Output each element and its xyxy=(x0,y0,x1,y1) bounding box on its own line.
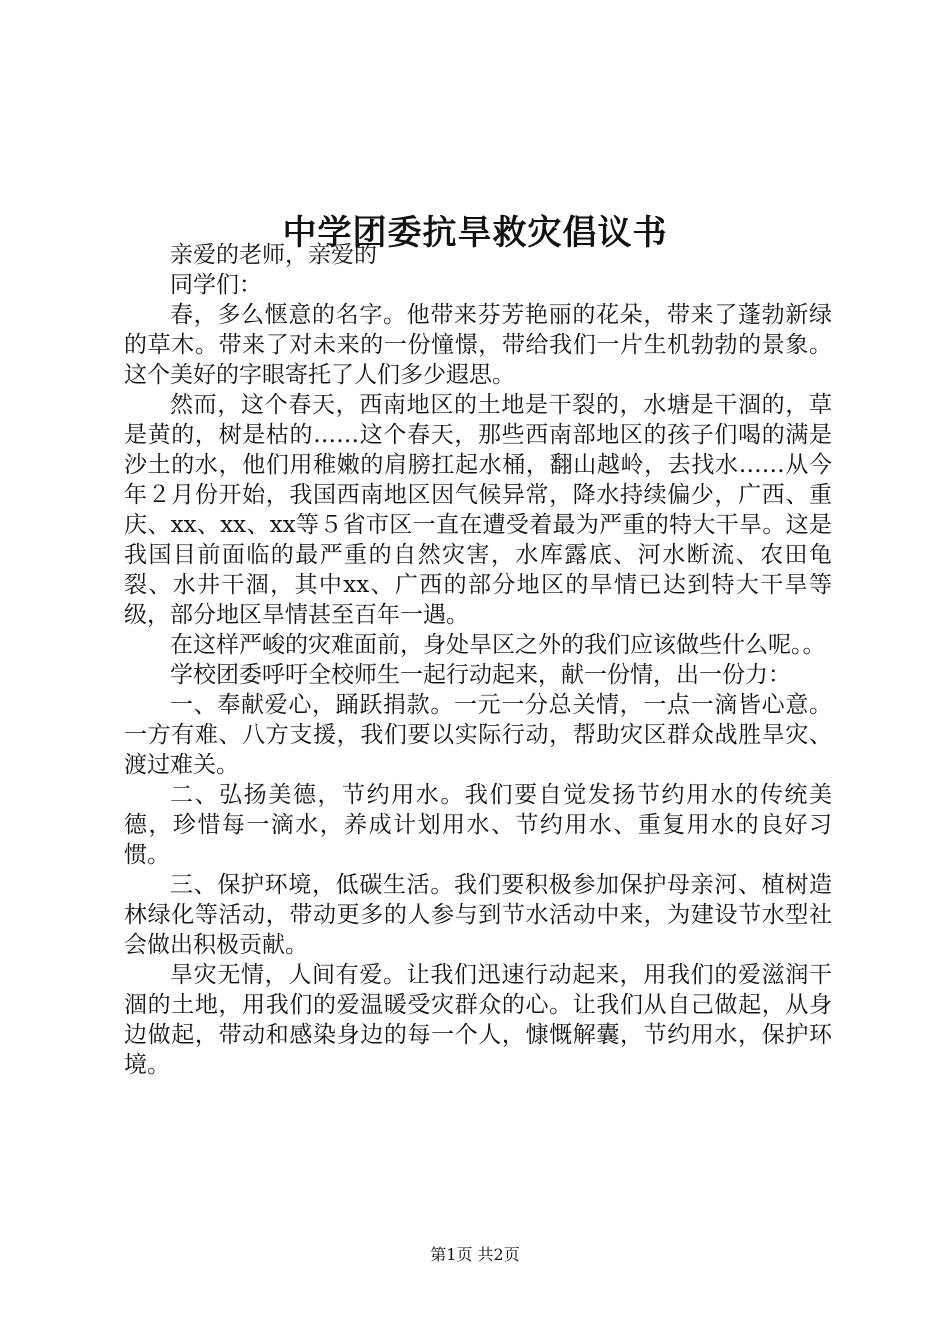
paragraph-item-1: 一、奉献爱心，踊跃捐款。一元一分总关情，一点一滴皆心意。一方有难、八方支援，我们要以实际行动，帮助灾区群众战胜旱灾、渡过难关。 xyxy=(124,692,832,778)
paragraph-question: 在这样严峻的灾难面前，身处旱区之外的我们应该做些什么呢。。 xyxy=(170,632,826,658)
page-title: 中学团委抗旱救灾倡议书 xyxy=(282,212,668,253)
paragraph-item-2: 二、弘扬美德，节约用水。我们要自觉发扬节约用水的传统美德，珍惜每一滴水，养成计划用水、节约用水、重复用水的良好习惯。 xyxy=(124,782,832,868)
salutation-line-1: 亲爱的老师，亲爱的 xyxy=(170,242,377,268)
paragraph-item-3: 三、保护环境，低碳生活。我们要积极参加保护母亲河、植树造林绿化等活动，带动更多的人参与到节水活动中来，为建设节水型社会做出积极贡献。 xyxy=(124,872,832,958)
paragraph-call: 学校团委呼吁全校师生一起行动起来，献一份情，出一份力： xyxy=(170,662,791,688)
paragraph-drought: 然而，这个春天，西南地区的土地是干裂的，水塘是干涸的，草是黄的，树是枯的……这个春天，那些西南部地区的孩子们喝的满是沙土的水，他们用稚嫩的肩膀扛起水桶，翻山越岭，去找水……从今年２月份开始，我国西南地区因气候异常，降水持续偏少，广西、重庆、xx、xx、xx等５省市区一直在遭受着最为严重的特大干旱。这是我国目前面临的最严重的自然灾害，水库露底、河水断流、农田龟裂、水井干涸，其中xx、广西的部分地区的旱情已达到特大干旱等级，部分地区旱情甚至百年一遇。 xyxy=(124,392,832,628)
page-number-footer: 第1页 共2页 xyxy=(430,1245,520,1264)
salutation-line-2: 同学们： xyxy=(170,272,262,298)
paragraph-closing: 旱灾无情，人间有爱。让我们迅速行动起来，用我们的爱滋润干涸的土地，用我们的爱温暖受灾群众的心。让我们从自己做起，从身边做起，带动和感染身边的每一个人，慷慨解囊，节约用水，保护环境。 xyxy=(124,962,832,1078)
paragraph-spring: 春，多么惬意的名字。他带来芬芳艳丽的花朵，带来了蓬勃新绿的草木。带来了对未来的一份憧憬，带给我们一片生机勃勃的景象。这个美好的字眼寄托了人们多少遐思。 xyxy=(124,302,832,388)
document-body xyxy=(124,240,832,1080)
